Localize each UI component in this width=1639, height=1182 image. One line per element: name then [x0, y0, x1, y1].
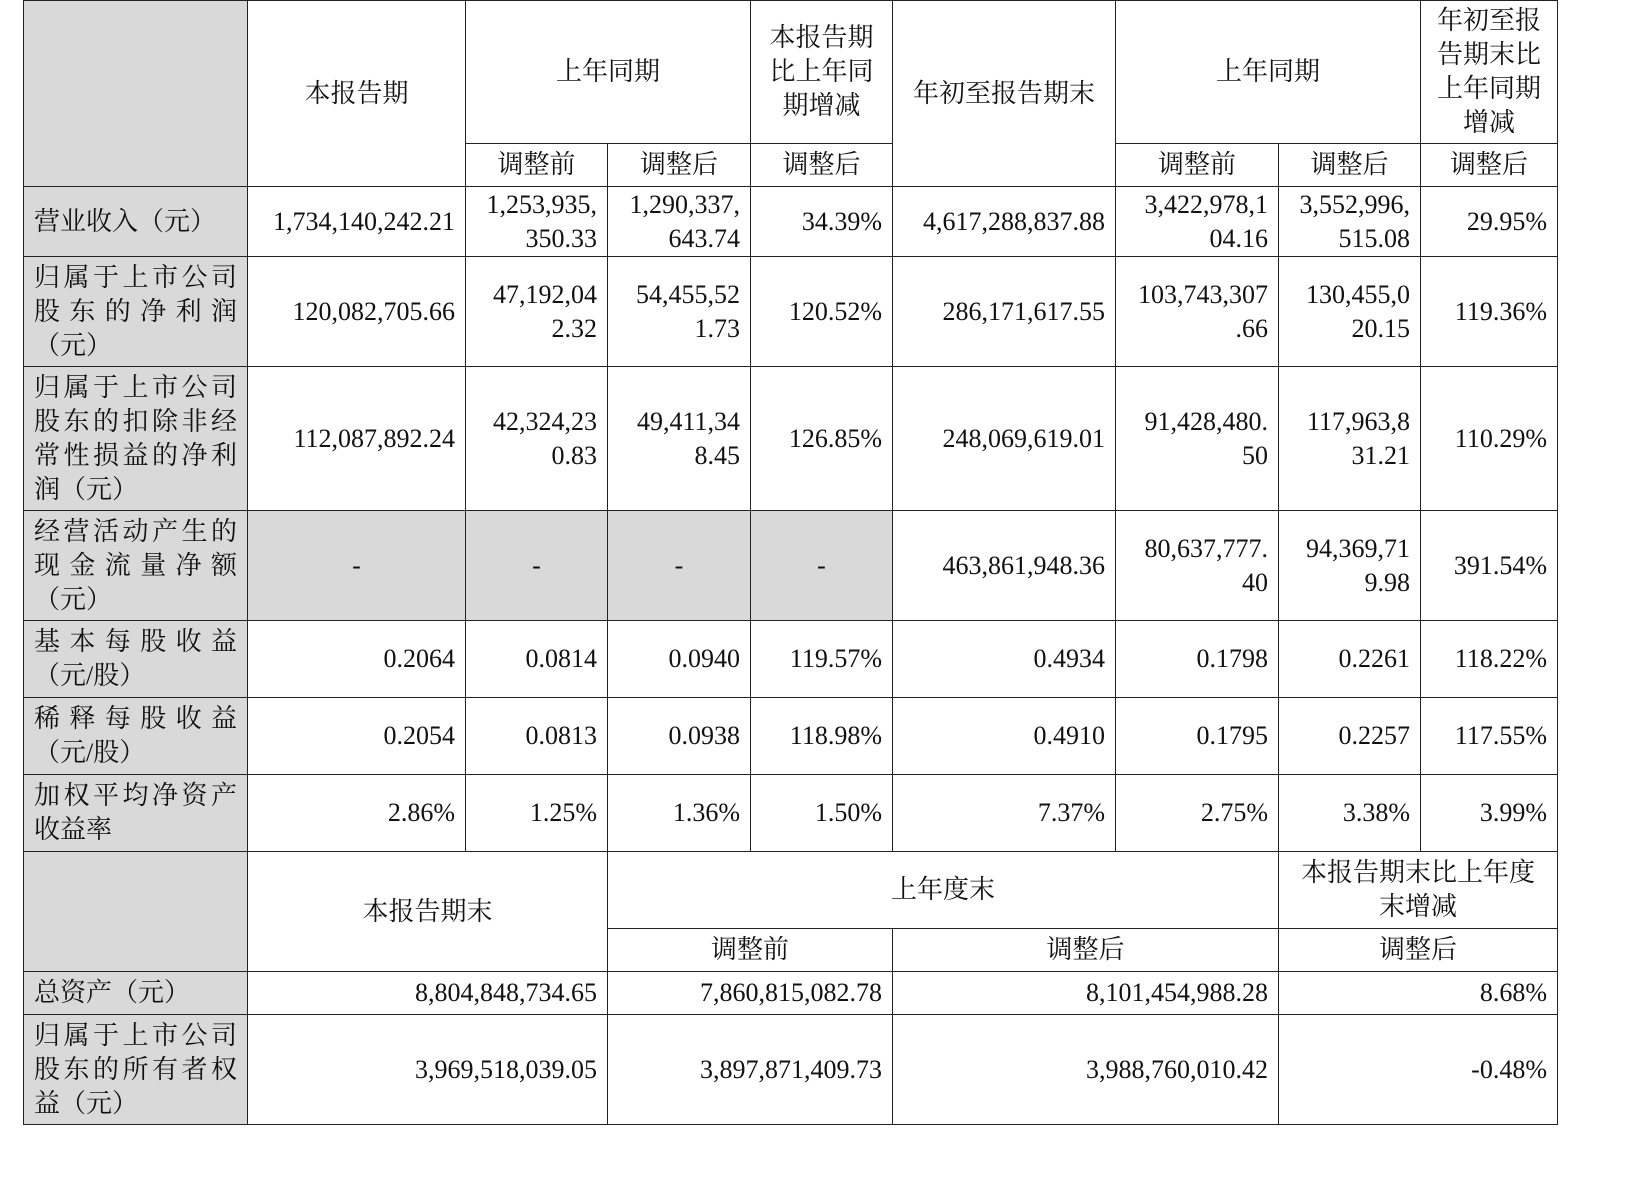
table-cell: 94,369,71 9.98: [1279, 511, 1421, 621]
col-current-period: 本报告期: [248, 1, 466, 187]
table-cell: 1,290,337, 643.74: [608, 187, 751, 257]
table-cell: 120.52%: [751, 257, 893, 367]
table-cell: 119.36%: [1421, 257, 1558, 367]
subcol-before-adjustment: 调整前: [466, 144, 608, 187]
subcol-after-adjustment: 调整后: [1421, 144, 1558, 187]
table-cell: 3.38%: [1279, 775, 1421, 852]
subcol-after-adjustment: 调整后: [1279, 144, 1421, 187]
table-cell: 118.98%: [751, 698, 893, 775]
table-row: [24, 775, 1558, 852]
table-cell: -: [751, 511, 893, 621]
table-cell: 34.39%: [751, 187, 893, 257]
table-cell: 0.2261: [1279, 621, 1421, 698]
row-label: 稀释每股收益（元/股）: [24, 698, 248, 775]
table-cell: 3,422,978,1 04.16: [1116, 187, 1279, 257]
table-cell: 117,963,8 31.21: [1279, 367, 1421, 511]
table-cell: 0.1795: [1116, 698, 1279, 775]
row-label: 基本每股收益（元/股）: [24, 621, 248, 698]
subcol-after-adjustment: 调整后: [893, 929, 1279, 972]
table-cell: -: [248, 511, 466, 621]
table-cell: -: [466, 511, 608, 621]
table-cell: 42,324,23 0.83: [466, 367, 608, 511]
col-current-vs-prev: 本报告期 比上年同 期增减: [751, 1, 893, 144]
table-cell: 7.37%: [893, 775, 1116, 852]
corner-cell: [24, 1, 248, 187]
table-cell: 80,637,777. 40: [1116, 511, 1279, 621]
subcol-after-adjustment: 调整后: [608, 144, 751, 187]
table-cell: 112,087,892.24: [248, 367, 466, 511]
row-label: 总资产（元）: [24, 972, 248, 1015]
table-cell: 0.4934: [893, 621, 1116, 698]
table-cell: 3,552,996, 515.08: [1279, 187, 1421, 257]
row-label: 营业收入（元）: [24, 187, 248, 257]
table-cell: 118.22%: [1421, 621, 1558, 698]
subcol-before-adjustment: 调整前: [608, 929, 893, 972]
row-label: 归属于上市公司股东的净利润（元）: [24, 257, 248, 367]
table-cell: 1,734,140,242.21: [248, 187, 466, 257]
header-row-balance: [24, 852, 1558, 929]
row-label: 归属于上市公司股东的扣除非经常性损益的净利润（元）: [24, 367, 248, 511]
col-prev-same-period-ytd: 上年同期: [1116, 1, 1421, 144]
table-row: [24, 1015, 1558, 1125]
table-row: [24, 621, 1558, 698]
table-cell: 0.0940: [608, 621, 751, 698]
table-cell: 54,455,52 1.73: [608, 257, 751, 367]
table-cell: 2.75%: [1116, 775, 1279, 852]
table-cell: 3,969,518,039.05: [248, 1015, 608, 1125]
table-cell: 0.0938: [608, 698, 751, 775]
table-cell: 8,101,454,988.28: [893, 972, 1279, 1015]
subcol-before-adjustment: 调整前: [1116, 144, 1279, 187]
table-cell: 130,455,0 20.15: [1279, 257, 1421, 367]
table-cell: 8.68%: [1279, 972, 1558, 1015]
table-cell: 0.2064: [248, 621, 466, 698]
table-cell: 463,861,948.36: [893, 511, 1116, 621]
table-cell: 3.99%: [1421, 775, 1558, 852]
table-row: [24, 511, 1558, 621]
table-cell: 47,192,04 2.32: [466, 257, 608, 367]
table-cell: 117.55%: [1421, 698, 1558, 775]
table-row: [24, 257, 1558, 367]
col-prev-same-period: 上年同期: [466, 1, 751, 144]
table-cell: 3,988,760,010.42: [893, 1015, 1279, 1125]
table-cell: 286,171,617.55: [893, 257, 1116, 367]
table-cell: 7,860,815,082.78: [608, 972, 893, 1015]
table-cell: 8,804,848,734.65: [248, 972, 608, 1015]
table-cell: 0.4910: [893, 698, 1116, 775]
table-row: [24, 972, 1558, 1015]
table-cell: 0.2054: [248, 698, 466, 775]
table-cell: 1.50%: [751, 775, 893, 852]
row-label: 归属于上市公司股东的所有者权益（元）: [24, 1015, 248, 1125]
table-row: [24, 367, 1558, 511]
col-change-vs-prev-year-end: 本报告期末比上年度 末增减: [1279, 852, 1558, 929]
table-cell: 110.29%: [1421, 367, 1558, 511]
header-row: [24, 1, 1558, 144]
table-cell: -0.48%: [1279, 1015, 1558, 1125]
table-cell: 2.86%: [248, 775, 466, 852]
table-cell: 126.85%: [751, 367, 893, 511]
table-cell: 391.54%: [1421, 511, 1558, 621]
table-cell: 4,617,288,837.88: [893, 187, 1116, 257]
row-label: 加权平均净资产收益率: [24, 775, 248, 852]
table-cell: 119.57%: [751, 621, 893, 698]
financial-summary-table: [23, 0, 1558, 1125]
table-cell: 49,411,34 8.45: [608, 367, 751, 511]
subcol-after-adjustment: 调整后: [751, 144, 893, 187]
table-cell: 0.2257: [1279, 698, 1421, 775]
col-prev-year-end: 上年度末: [608, 852, 1279, 929]
table-cell: 1.25%: [466, 775, 608, 852]
table-cell: 1.36%: [608, 775, 751, 852]
table-cell: 120,082,705.66: [248, 257, 466, 367]
table-cell: 0.1798: [1116, 621, 1279, 698]
row-label: 经营活动产生的现金流量净额（元）: [24, 511, 248, 621]
col-ytd-vs-prev: 年初至报 告期末比 上年同期 增减: [1421, 1, 1558, 144]
table-row: [24, 698, 1558, 775]
table-cell: 0.0814: [466, 621, 608, 698]
table-cell: 91,428,480. 50: [1116, 367, 1279, 511]
table-cell: 103,743,307 .66: [1116, 257, 1279, 367]
table-cell: 29.95%: [1421, 187, 1558, 257]
col-period-end: 本报告期末: [248, 852, 608, 972]
table-cell: 0.0813: [466, 698, 608, 775]
table-cell: 1,253,935, 350.33: [466, 187, 608, 257]
table-row: [24, 187, 1558, 257]
table-cell: 248,069,619.01: [893, 367, 1116, 511]
subcol-after-adjustment: 调整后: [1279, 929, 1558, 972]
corner-cell-balance: [24, 852, 248, 972]
col-ytd: 年初至报告期末: [893, 1, 1116, 187]
table-cell: 3,897,871,409.73: [608, 1015, 893, 1125]
table-cell: -: [608, 511, 751, 621]
